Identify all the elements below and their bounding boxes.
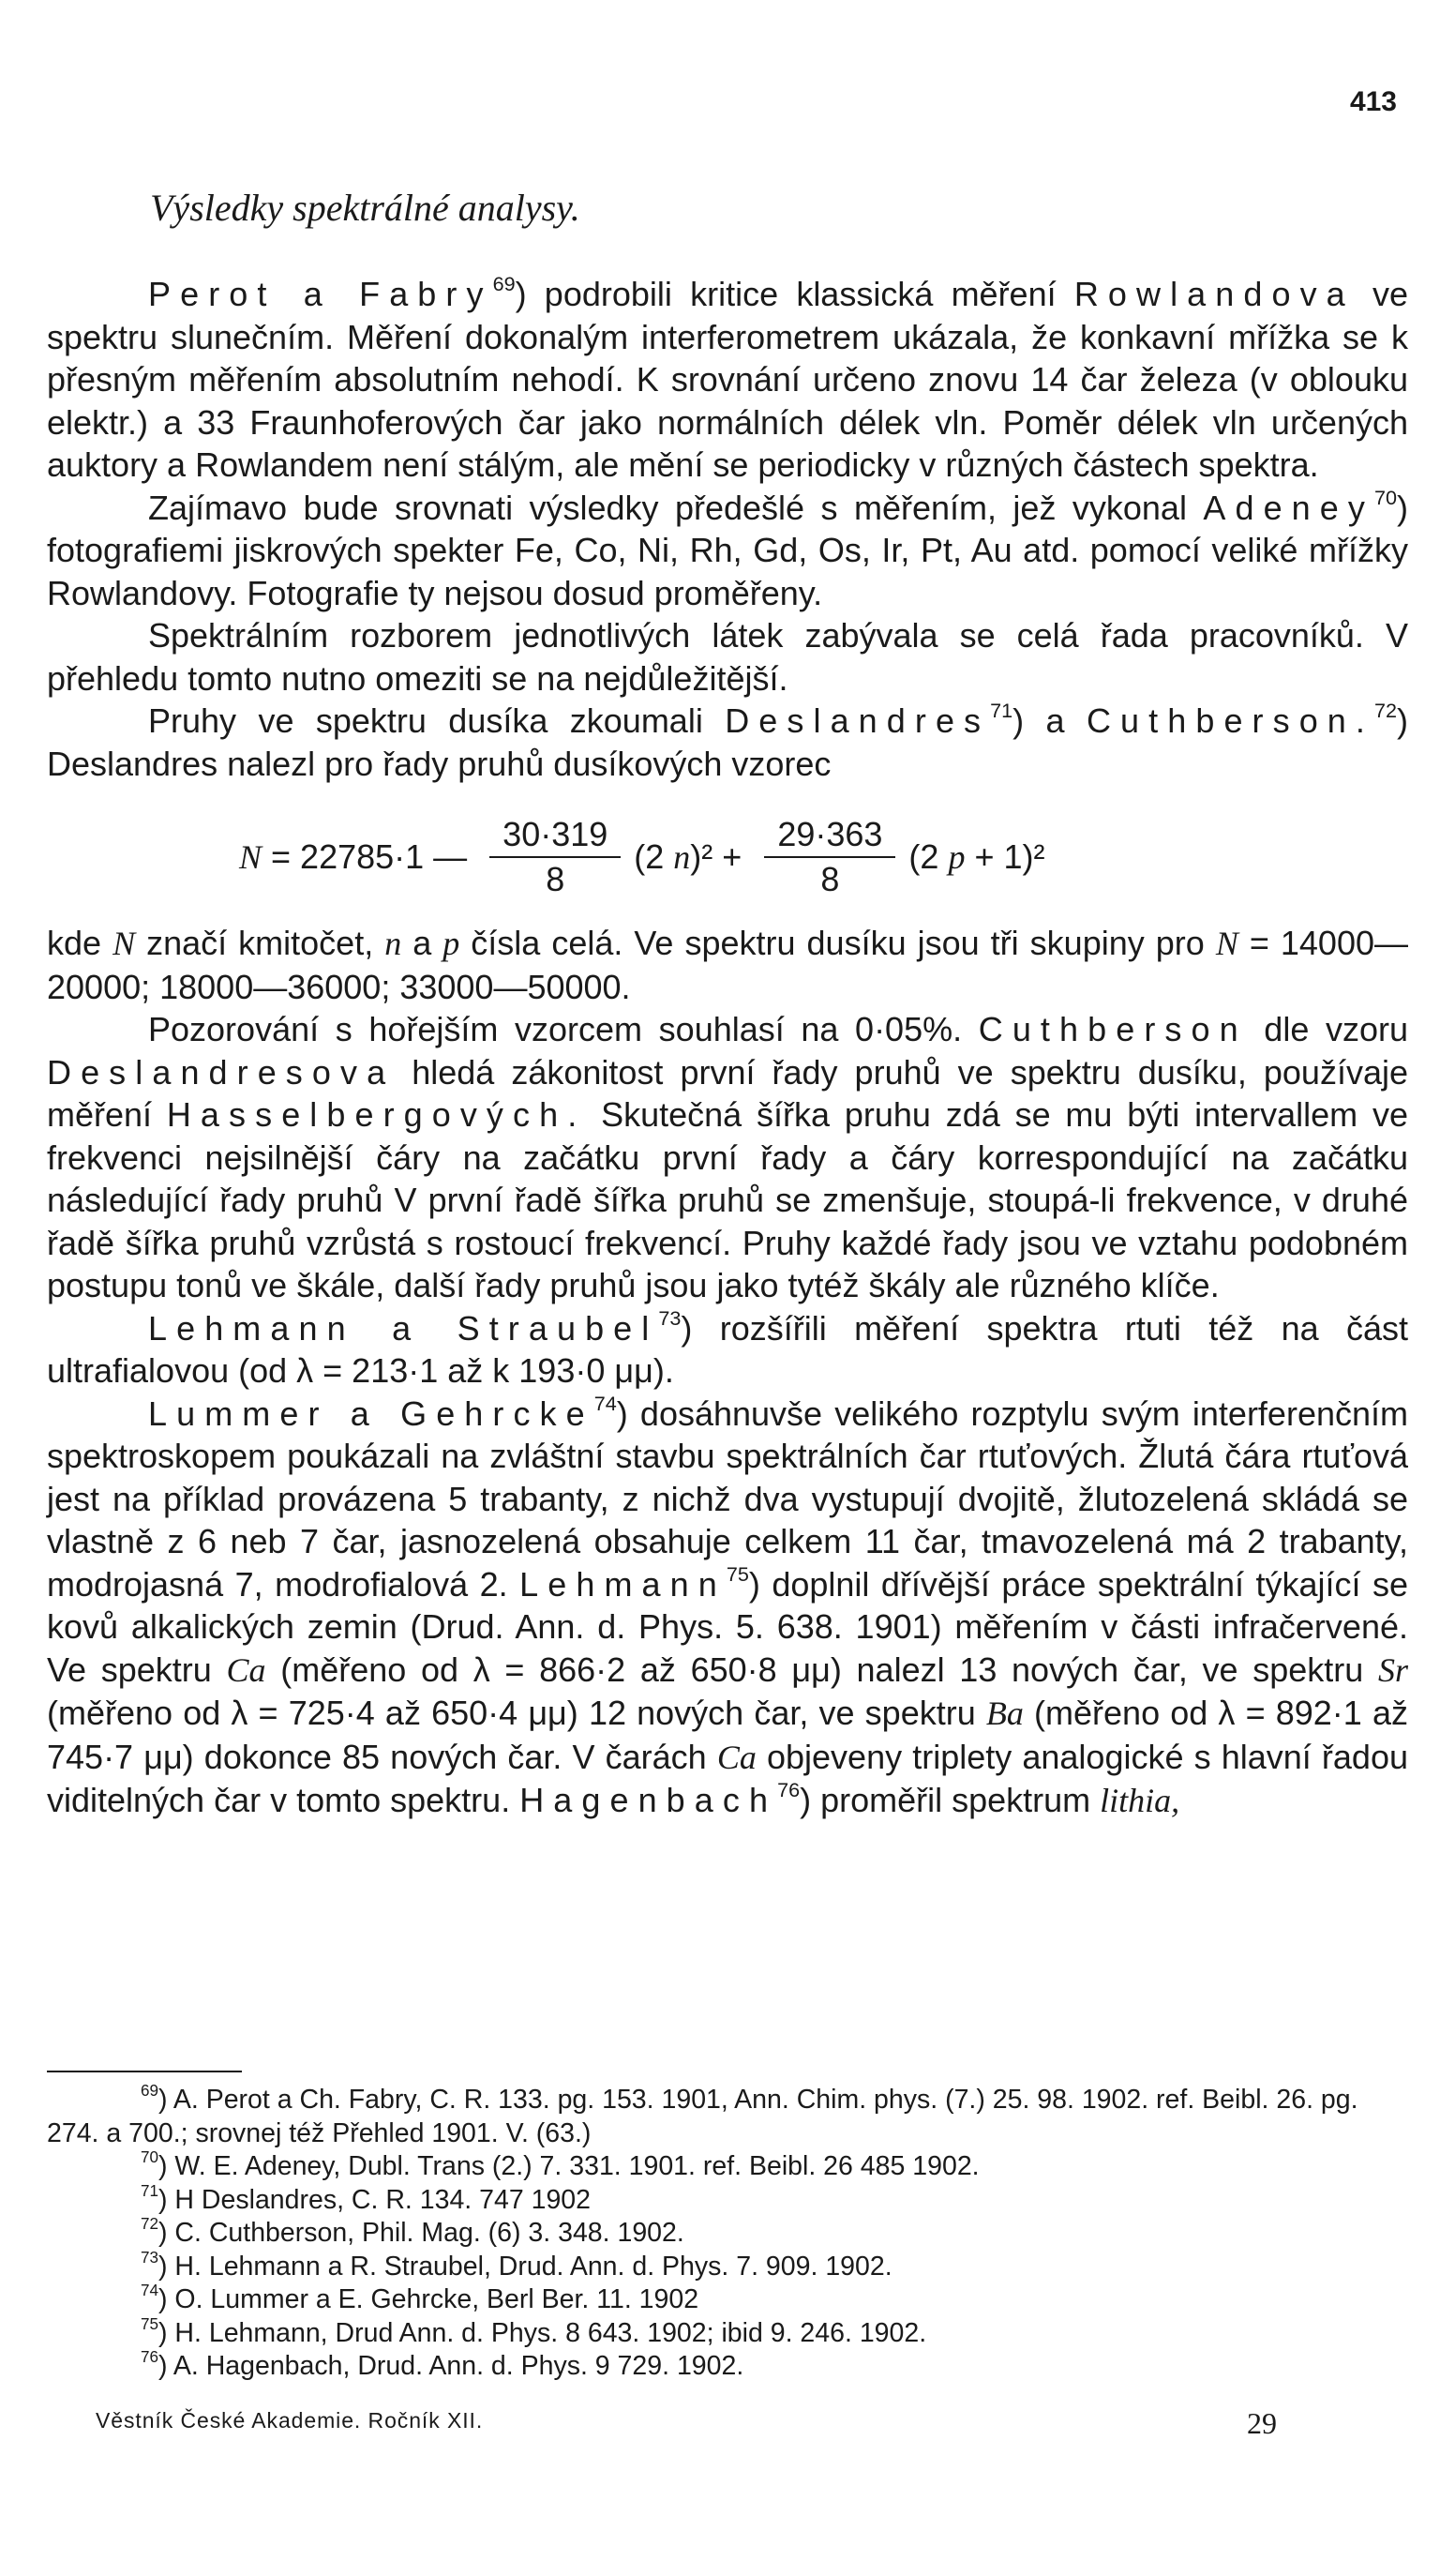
paragraph-text: ) dosáhnuvše velikého rozptylu svým interferenčním spektroskopem poukázali na zvláštní stavbu spektrálních čar rtuťových. Žlutá čára rtuťová jest na příklad provázena 5 trabanty, z nichž dva vystupují dvojitě, žlutozelená skládá se vlastně z 6 neb 7 čar, jasnozelená obsahuje celkem 11 čar, tmavozelená má 2 trabanty, modrojasná 7, modrofialová 2. bbox=[47, 1393, 1408, 1604]
footnote bbox=[47, 2283, 1408, 2317]
footnote-number: 76 bbox=[141, 2348, 159, 2367]
author-name: Cuthberson bbox=[978, 1010, 1248, 1048]
footnote-ref: 69 bbox=[492, 271, 516, 295]
footnote-ref: 76 bbox=[777, 1777, 801, 1801]
footnote-text: ) C. Cuthberson, Phil. Mag. (6) 3. 348. 1902. bbox=[158, 2218, 684, 2248]
author-name: Lehmann a Straubel bbox=[148, 1308, 659, 1348]
footnote bbox=[47, 2314, 1408, 2351]
element-name: lithia, bbox=[1100, 1782, 1180, 1819]
footnote-text: ) H. Lehmann a R. Straubel, Drud. Ann. d. Phys. 7. 909. 1902. bbox=[158, 2251, 892, 2282]
paragraph-5 bbox=[47, 922, 1408, 1008]
author-name: Adeney bbox=[1203, 488, 1374, 527]
footnote-number: 73 bbox=[141, 2248, 159, 2267]
paragraph-8 bbox=[47, 1393, 1408, 1823]
paragraph-text: ) rozšířili měření spektra rtuti též na část ultrafialovou (od λ = 213·1 až k 193·0 μμ). bbox=[47, 1308, 1408, 1390]
paragraph-text: Skutečná šířka pruhu zdá se mu býti intervallem ve frekvenci nejsilnější čáry na začátku první řady a čáry korrespondující na začátku následující řady pruhů V první řadě šířka pruhů se zmenšuje, stoupá-li frekvence, v druhé řadě šířka pruhů vzrůstá s rostoucí frekvencí. Pruhy každé řady jsou ve vztahu podobném postupu tonů ve škále, další řady pruhů jsou jako tytéž škály ale různého klíče. bbox=[47, 1095, 1408, 1304]
footnote bbox=[47, 2150, 1408, 2184]
paragraph-text: ) fotografiemi jiskrových spekter Fe, Co, Ni, Rh, Gd, Os, Ir, Pt, Au atd. pomocí veliké mřížky Rowlandovy. Fotografie ty nejsou dosud proměřeny. bbox=[47, 488, 1408, 612]
paragraph-text: kde bbox=[47, 924, 113, 962]
footnotes bbox=[47, 2084, 1408, 2384]
footnote bbox=[47, 2181, 1408, 2218]
footnote bbox=[47, 2248, 1408, 2284]
author-name: Rowlandova bbox=[1073, 275, 1355, 313]
section-title: Výsledky spektrálné analysy. bbox=[150, 187, 580, 229]
footnote-text: ) H. Lehmann, Drud Ann. d. Phys. 8 643. 1902; ibid 9. 246. 1902. bbox=[158, 2317, 927, 2348]
paragraph-text: Pozorování s hořejším vzorcem souhlasí na 0·05%. bbox=[148, 1010, 979, 1048]
formula-term: + 1)² bbox=[965, 837, 1045, 876]
footnote-text: ) H Deslandres, C. R. 134. 747 1902 bbox=[158, 2184, 592, 2215]
math-var: p bbox=[442, 925, 460, 962]
paragraph-text: ) proměřil spektrum bbox=[800, 1781, 1101, 1819]
journal-footer: Věstník České Akademie. Ročník XII. bbox=[96, 2408, 484, 2433]
footnote-text: ) A. Hagenbach, Drud. Ann. d. Phys. 9 729. 1902. bbox=[158, 2351, 744, 2381]
paragraph-text: (měřeno od λ = 866·2 až 650·8 μμ) nalezl 13 nových čar, ve spektru bbox=[265, 1650, 1378, 1689]
footnote bbox=[47, 2217, 1408, 2251]
paragraph-text: = 14000—20000; 18000—36000; 33000—50000. bbox=[47, 924, 1408, 1006]
author-name: Hasselbergových. bbox=[166, 1095, 587, 1134]
formula-term: (2 bbox=[908, 837, 949, 876]
paragraph-4 bbox=[47, 700, 1408, 785]
paragraph-text: ) a bbox=[1012, 701, 1087, 740]
formula-fraction-1 bbox=[489, 815, 621, 899]
footnote-text: ) W. E. Adeney, Dubl. Trans (2.) 7. 331. 1901. ref. Beibl. 26 485 1902. bbox=[158, 2151, 980, 2181]
paragraph-text: dle vzoru bbox=[1247, 1010, 1408, 1048]
fraction-denominator: 8 bbox=[546, 860, 565, 898]
paragraph-text: čísla celá. Ve spektru dusíku jsou tři skupiny pro bbox=[459, 924, 1216, 962]
formula-term: (2 bbox=[634, 837, 674, 876]
element-symbol: Ba bbox=[985, 1695, 1024, 1732]
formula-var: n bbox=[673, 838, 691, 876]
author-name: Perot a Fabry bbox=[148, 275, 493, 313]
footnote-ref: 71 bbox=[990, 698, 1013, 722]
footnote bbox=[47, 2084, 1408, 2150]
paragraph-2 bbox=[47, 487, 1408, 615]
paragraph-text: ) doplnil dřívější práce spektrální týkající se kovů alkalických zemin (Drud. Ann. d. Phys. 5. 638. 1901) měřením v části infračervené. Ve spektru bbox=[47, 1564, 1408, 1689]
fraction-numerator: 29·363 bbox=[764, 815, 895, 858]
paragraph-text: a bbox=[401, 924, 443, 962]
formula-lhs: N bbox=[239, 838, 262, 876]
paragraph-text: (měřeno od λ = 892·1 až 745·7 μμ) dokonce 85 nových čar. V čarách bbox=[47, 1694, 1408, 1776]
paragraph-text: Zajímavo bude srovnati výsledky předešlé s měřením, jež vykonal bbox=[148, 488, 1204, 527]
element-symbol: Ca bbox=[226, 1650, 266, 1689]
formula-eq: = 22785·1 — bbox=[262, 837, 477, 876]
paragraph-text: ) Deslandres nalezl pro řady pruhů dusíkových vzorec bbox=[47, 701, 1409, 783]
page-number: 413 bbox=[1349, 86, 1397, 117]
paragraph-text: ) podrobili kritice klassická měření bbox=[515, 275, 1074, 313]
signature-number: 29 bbox=[1247, 2406, 1277, 2440]
footnote-number: 75 bbox=[141, 2314, 159, 2333]
math-var: N bbox=[1215, 925, 1238, 962]
footnote-number: 72 bbox=[141, 2215, 159, 2234]
paragraph-text: značí kmitočet, bbox=[135, 924, 385, 962]
paragraph-text: Pruhy ve spektru dusíka zkoumali bbox=[148, 701, 726, 740]
footnote-number: 71 bbox=[141, 2181, 159, 2200]
fraction-numerator: 30·319 bbox=[489, 815, 621, 858]
paragraph-1 bbox=[47, 273, 1408, 487]
footnote-divider bbox=[47, 2071, 242, 2072]
footnote-text: ) O. Lummer a E. Gehrcke, Berl Ber. 11. 1902 bbox=[158, 2284, 699, 2314]
footnote-number: 69 bbox=[141, 2082, 159, 2101]
footnote-text: ) A. Perot a Ch. Fabry, C. R. 133. pg. 153. 1901, Ann. Chim. phys. (7.) 25. 98. 1902. ref. Beibl. 26. pg. 274. a 700.; srovnej též Přehled 1901. V. (63.) bbox=[47, 2085, 1358, 2148]
footnote-ref: 70 bbox=[1373, 485, 1397, 509]
footnote-ref: 73 bbox=[658, 1305, 682, 1330]
formula-term: )² + bbox=[690, 837, 752, 876]
footnote-ref: 75 bbox=[726, 1561, 749, 1586]
paragraph-text: objeveny triplety analogické s hlavní řadou viditelných čar v tomto spektru. bbox=[47, 1737, 1408, 1819]
formula bbox=[239, 802, 1408, 912]
paragraph-text: hledá zákonitost první řady pruhů ve spektru dusíku, používaje měření bbox=[47, 1052, 1408, 1134]
author-name: Lummer a Gehrcke bbox=[148, 1393, 594, 1433]
paragraph-text: (měřeno od λ = 725·4 až 650·4 μμ) 12 nových čar, ve spektru bbox=[47, 1694, 986, 1732]
footnote-ref: 74 bbox=[593, 1391, 617, 1415]
element-symbol: Ca bbox=[716, 1738, 757, 1776]
paragraph-7 bbox=[47, 1307, 1408, 1393]
formula-var: p bbox=[948, 838, 966, 876]
author-name: Cuthberson. bbox=[1086, 701, 1374, 740]
footnote-number: 74 bbox=[141, 2282, 159, 2300]
author-name: Lehmann bbox=[519, 1564, 727, 1604]
math-var: N bbox=[112, 925, 136, 962]
fraction-denominator: 8 bbox=[820, 860, 840, 898]
paragraph-text: ve spektru slunečním. Měření dokonalým interferometrem ukázala, že konkavní mřížka se k přesným měřením absolutním nehodí. K srovnání určeno znovu 14 čar železa (v oblouku elektr.) a 33 Fraunhoferových čar jako normálních délek vln. Poměr délek vln určených auktory a Rowlandem není stálým, ale mění se periodicky v různých částech spektra. bbox=[47, 275, 1408, 484]
footnote-number: 70 bbox=[141, 2148, 159, 2167]
main-text bbox=[47, 186, 1408, 1823]
paragraph-6 bbox=[47, 1008, 1408, 1307]
footnote bbox=[47, 2350, 1408, 2384]
formula-fraction-2 bbox=[764, 815, 895, 899]
author-name: Deslandresova bbox=[47, 1052, 396, 1092]
footnote-ref: 72 bbox=[1373, 698, 1398, 722]
math-var: n bbox=[384, 925, 402, 962]
element-symbol: Sr bbox=[1377, 1650, 1408, 1689]
paragraph-3: Spektrálním rozborem jednotlivých látek zabývala se celá řada pracovníků. V přehledu tomto nutno omeziti se na nejdůležitější. bbox=[47, 616, 1408, 698]
author-name: Hagenbach bbox=[519, 1781, 778, 1819]
author-name: Deslandres bbox=[725, 701, 991, 740]
